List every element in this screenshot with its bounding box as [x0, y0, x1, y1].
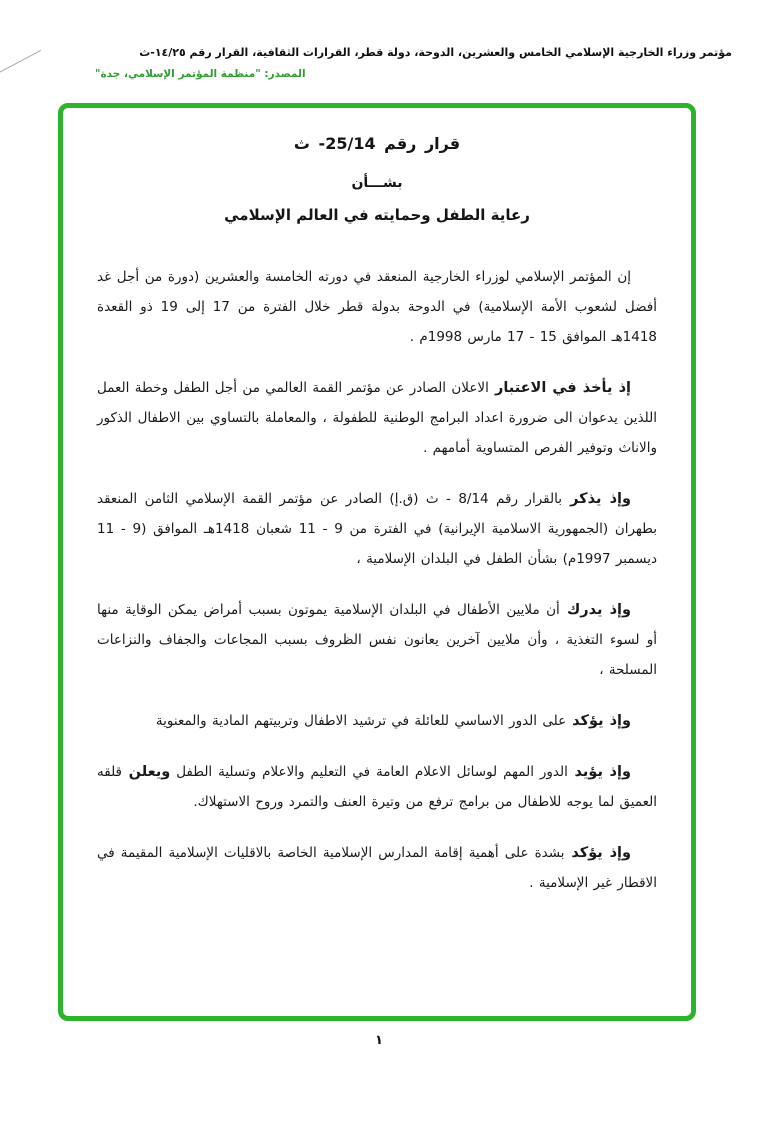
document-page	[0, 46, 758, 1048]
source-line: المصدر: "منظمة المؤتمر الإسلامي، جدة"	[95, 68, 306, 80]
document-paragraph	[97, 757, 657, 817]
document-paragraph	[97, 484, 657, 574]
paragraph-text: الدور المهم لوسائل الاعلام العامة في التعليم والاعلام وتسلية الطفل	[170, 764, 568, 780]
document-paragraph	[97, 706, 657, 736]
page-number: ١	[375, 1033, 383, 1048]
resolution-subject: رعاية الطفل وحمايته في العالم الإسلامي	[224, 206, 530, 224]
paragraph-lead: وإذ يدرك	[559, 602, 631, 618]
paragraphs	[97, 262, 657, 898]
document-paragraph	[97, 373, 657, 463]
paragraph-text: قلقه العميق لما يوجه للاطفال من برامج ترفع من وتيرة العنف والتمرد وروح الاستهلاك.	[97, 764, 657, 810]
resolution-subtitle: بشـــأن	[351, 175, 403, 191]
document-reference-line: مؤتمر وزراء الخارجية الإسلامي الخامس والعشرين، الدوحة، دولة قطر، القرارات الثقافية، القرار رقم ١٤/٢٥-ث	[139, 46, 732, 59]
paragraph-text: على الدور الاساسي للعائلة في ترشيد الاطفال وتربيتهم المادية والمعنوية	[155, 713, 567, 729]
paragraph-text: أن ملايين الأطفال في البلدان الإسلامية يموتون بسبب أمراض يمكن الوقاية منها أو لسوء التغذية ، وأن ملايين آخرين يعانون نفس الظروف بسبب المجاعات والجفاف والنزاعات المسلحة ،	[97, 602, 657, 678]
paragraph-lead: وإذ يؤيد	[567, 764, 631, 780]
document-paragraph	[97, 838, 657, 898]
paragraph-lead: وإذ يذكر	[561, 491, 632, 507]
paragraph-text: بالقرار رقم 8/14 - ث (ق.إ) الصادر عن مؤتمر القمة الإسلامي الثامن المنعقد بطهران (الجمهورية الاسلامية الإيرانية) في الفترة من 9 - 11 شعبان 1418هـ الموافق (9 - 11 ديسمبر 1997م) بشأن الطفل في البلدان الإسلامية ،	[97, 491, 657, 567]
paragraph-text: إن المؤتمر الإسلامي لوزراء الخارجية المنعقد في دورته الخامسة والعشرين (دورة من أجل غد أفضل لشعوب الأمة الإسلامية) في الدوحة بدولة قطر خلال الفترة من 17 إلى 19 ذو القعدة 1418هـ الموافق 15 - 17 مارس 1998م .	[97, 269, 658, 345]
paragraph-lead: وإذ يؤكد	[564, 845, 631, 861]
paragraph-lead: وإذ يؤكد	[566, 713, 631, 729]
resolution-title: قرار رقم 25/14- ث	[293, 134, 461, 153]
paragraph-text: الاعلان الصادر عن مؤتمر القمة العالمي من أجل الطفل وخطة العمل اللذين يدعوان الى ضرورة اعداد البرامج الوطنية للطفولة ، والمعاملة بالتساوي بين الاطفال الذكور والاناث وتوفير الفرص المتساوية أمامهم .	[97, 380, 657, 456]
paragraph-text: بشدة على أهمية إقامة المدارس الإسلامية الخاصة بالاقليات الإسلامية المقيمة في الاقطار غير الإسلامية .	[97, 845, 657, 891]
resolution-box	[58, 103, 696, 1021]
document-paragraph	[97, 595, 657, 685]
paragraph-lead: ويعلن	[122, 764, 171, 780]
paragraph-lead: إذ يأخذ في الاعتبار	[488, 380, 631, 396]
document-paragraph	[97, 262, 657, 352]
